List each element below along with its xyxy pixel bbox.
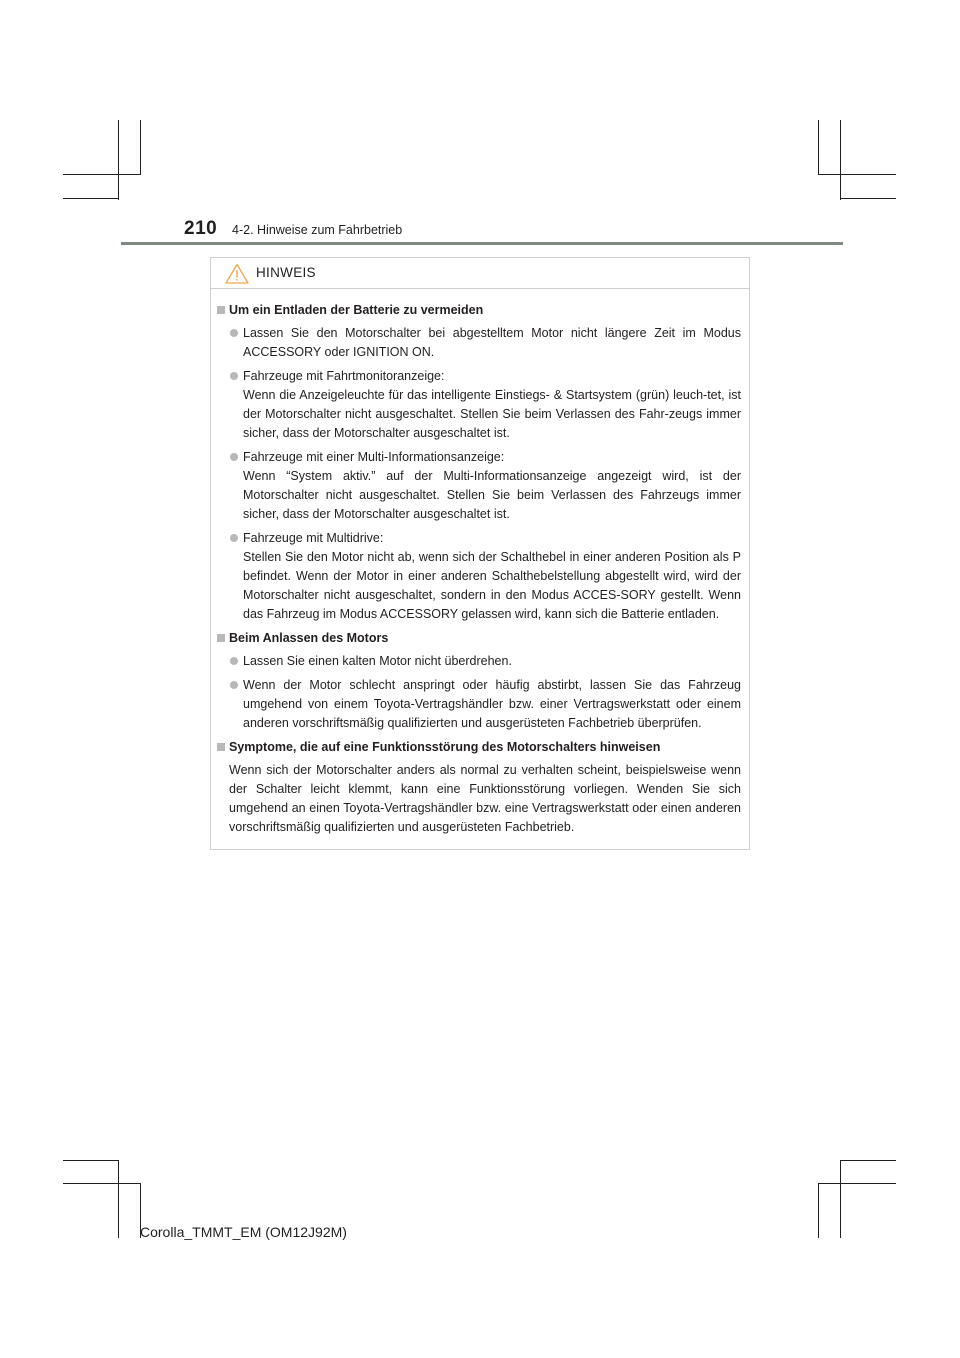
footer-model-code: Corolla_TMMT_EM (OM12J92M) xyxy=(140,1224,347,1240)
crop-mark xyxy=(118,1160,119,1238)
warning-triangle-icon xyxy=(225,263,249,284)
square-bullet-icon xyxy=(217,634,225,642)
crop-mark xyxy=(818,120,819,175)
crop-mark xyxy=(818,174,896,175)
notice-label: HINWEIS xyxy=(256,265,316,280)
crop-mark xyxy=(840,1160,841,1238)
notice-content xyxy=(211,289,749,837)
round-bullet-icon xyxy=(230,329,238,337)
round-bullet-icon xyxy=(230,453,238,461)
list-item: Lassen Sie einen kalten Motor nicht überdrehen. xyxy=(217,652,741,671)
square-bullet-icon xyxy=(217,743,225,751)
crop-mark xyxy=(118,120,119,200)
list-item: Lassen Sie den Motorschalter bei abgestelltem Motor nicht längere Zeit im Modus ACCESSORY oder IGNITION ON. xyxy=(217,324,741,362)
list-item: Fahrzeuge mit einer Multi-Informationsanzeige: Wenn “System aktiv.” auf der Multi-Informationsanzeige angezeigt wird, ist der Motorschalter nicht ausgeschaltet. Stellen Sie beim Verlassen des Fahrzeugs immer sicher, dass der Motorschalter ausgeschaltet ist. xyxy=(217,448,741,524)
crop-mark xyxy=(63,174,141,175)
header-rule xyxy=(121,242,843,245)
section-heading: Symptome, die auf eine Funktionsstörung des Motorschalters hinweisen xyxy=(217,738,741,757)
round-bullet-icon xyxy=(230,657,238,665)
crop-mark xyxy=(140,120,141,175)
crop-mark xyxy=(63,1160,119,1161)
section-heading: Um ein Entladen der Batterie zu vermeiden xyxy=(217,301,741,320)
paragraph: Wenn sich der Motorschalter anders als normal zu verhalten scheint, beispielsweise wenn der Schalter leicht klemmt, kann eine Funktionsstörung vorliegen. Wenden Sie sich umgehend an einen Toyota-Vertragshändler bzw. eine Vertragswerkstatt oder einen anderen vorschriftsmäßig qualifizierten und ausgerüsteten Fachbetrieb. xyxy=(229,763,741,834)
crop-mark xyxy=(63,1183,141,1184)
list-item: Fahrzeuge mit Fahrtmonitoranzeige: Wenn die Anzeigeleuchte für das intelligente Einstiegs- & Startsystem (grün) leuch-tet, ist der Motorschalter nicht ausgeschaltet. Stellen Sie beim Verlassen des Fahr-zeugs immer sicher, dass der Motorschalter ausgeschaltet ist. xyxy=(217,367,741,443)
page-number: 210 xyxy=(184,218,218,239)
list-item: Fahrzeuge mit Multidrive: Stellen Sie den Motor nicht ab, wenn sich der Schalthebel in einer anderen Position als P befindet. Wenn der Motor in einer anderen Schalthebelstellung abgestellt wird, wird der Motorschalter nicht ausgeschaltet, sondern in den Modus ACCES-SORY gestellt. Wenn das Fahrzeug im Modus ACCESSORY gelassen wird, kann sich die Batterie entladen. xyxy=(217,529,741,624)
notice-section-battery xyxy=(217,301,741,624)
notice-section-starting xyxy=(217,629,741,733)
notice-section-malfunction xyxy=(217,738,741,837)
crop-mark xyxy=(840,198,896,199)
square-bullet-icon xyxy=(217,306,225,314)
list-item: Wenn der Motor schlecht anspringt oder häufig abstirbt, lassen Sie das Fahrzeug umgehend von einem Toyota-Vertragshändler bzw. einer Vertragswerkstatt oder einem anderen vorschriftsmäßig qualifizierten und ausgerüsteten Fachbetrieb überprüfen. xyxy=(217,676,741,733)
section-title: 4-2. Hinweise zum Fahrbetrieb xyxy=(232,223,403,237)
crop-mark xyxy=(840,1160,896,1161)
round-bullet-icon xyxy=(230,372,238,380)
notice-header xyxy=(211,258,749,289)
crop-mark xyxy=(818,1183,819,1238)
notice-box xyxy=(210,257,750,850)
section-heading: Beim Anlassen des Motors xyxy=(217,629,741,648)
crop-mark xyxy=(818,1183,896,1184)
round-bullet-icon xyxy=(230,534,238,542)
crop-mark xyxy=(840,120,841,200)
crop-mark xyxy=(63,198,119,199)
round-bullet-icon xyxy=(230,681,238,689)
